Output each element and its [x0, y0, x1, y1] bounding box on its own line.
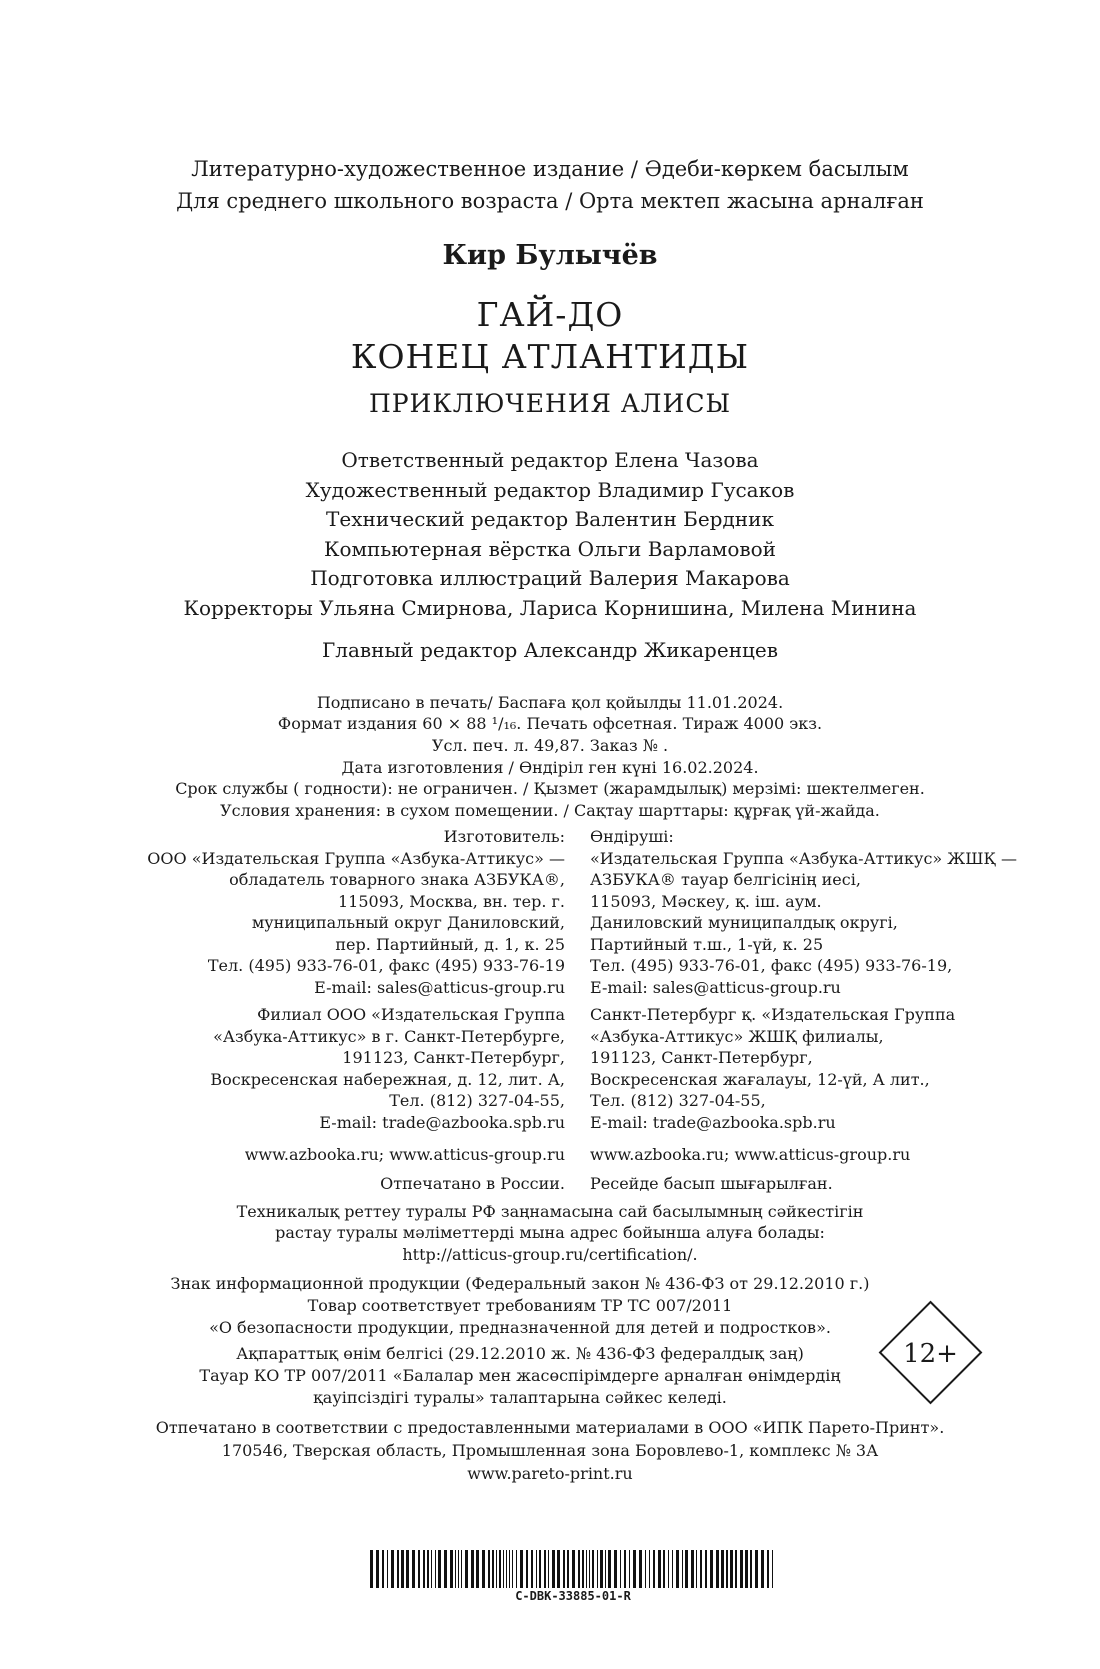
barcode-bar	[586, 1550, 587, 1588]
barcode-bar	[406, 1550, 409, 1588]
manufacturer-kz-line: Даниловский муниципалдық округі,	[590, 913, 898, 932]
barcode-bar	[663, 1550, 665, 1588]
printed-in-kz: Ресейде басып шығарылған.	[590, 1174, 833, 1193]
manufacturer-ru-line: E-mail: sales@atticus-group.ru	[314, 977, 565, 997]
staff-line: Компьютерная вёрстка Ольги Варламовой	[323, 537, 777, 561]
info-mark-line: Тауар КО ТР 007/2011 «Балалар мен жасөспірімдерге арналған өнімдердің	[199, 1366, 841, 1385]
barcode-bar	[427, 1550, 429, 1588]
barcode-bar	[740, 1550, 743, 1588]
barcode-bar	[639, 1550, 642, 1588]
barcode-bar	[539, 1550, 541, 1588]
info-mark-line: «О безопасности продукции, предназначенной для детей и подростков».	[209, 1318, 831, 1337]
manufacturer-kz-line: E-mail: sales@atticus-group.ru	[590, 977, 841, 997]
barcode	[368, 1550, 778, 1588]
print-info-line: Срок службы ( годности): не ограничен. / Қызмет (жарамдылық) мерзімі: шектелмеген.	[175, 779, 925, 798]
barcode-bar	[476, 1550, 479, 1588]
certification-line: Техникалық реттеу туралы РФ заңнамасына сай басылымның сәйкестігін	[236, 1202, 864, 1221]
age-group: Для среднего школьного возраста / Орта мектеп жасына арналған	[176, 189, 924, 213]
manufacturer-kz-line: Тел. (495) 933-76-01, факс (495) 933-76-19,	[590, 956, 953, 975]
manufacturer-ru-line: Тел. (495) 933-76-01, факс (495) 933-76-19	[207, 956, 565, 975]
barcode-bar	[705, 1550, 707, 1588]
barcode-bar	[391, 1550, 394, 1588]
manufacturer-kz-line: АЗБУКА® тауар белгісінің иесі,	[590, 870, 861, 889]
age-rating-badge	[878, 1300, 983, 1405]
branch-kz-line: E-mail: trade@azbooka.spb.ru	[590, 1112, 836, 1132]
barcode-bar	[557, 1550, 560, 1588]
barcode-bar	[397, 1550, 399, 1588]
barcode-bar	[572, 1550, 575, 1588]
barcode-bar	[516, 1550, 517, 1588]
barcode-bar	[492, 1550, 494, 1588]
barcode-bar	[672, 1550, 673, 1588]
manufacturer-ru-line: пер. Партийный, д. 1, к. 25	[335, 934, 565, 954]
barcode-bar	[387, 1550, 388, 1588]
barcode-bar	[608, 1550, 611, 1588]
certification-line: http://atticus-group.ru/certification/.	[402, 1245, 698, 1264]
barcode-bar	[471, 1550, 474, 1588]
barcode-bar	[605, 1550, 606, 1588]
barcode-bar	[423, 1550, 425, 1588]
barcode-bar	[461, 1550, 462, 1588]
barcode-bar	[578, 1550, 580, 1588]
barcode-bar	[444, 1550, 447, 1588]
printer-line: www.pareto-print.ru	[467, 1464, 633, 1483]
barcode-bar	[721, 1550, 724, 1588]
barcode-bar	[772, 1550, 773, 1588]
barcode-bar	[761, 1550, 764, 1588]
barcode-bar	[552, 1550, 555, 1588]
info-mark-line: Знак информационной продукции (Федеральный закон № 436-ФЗ от 29.12.2010 г.)	[170, 1274, 870, 1293]
websites-kz: www.azbooka.ru; www.atticus-group.ru	[590, 1145, 911, 1164]
barcode-bar	[696, 1550, 697, 1588]
barcode-bar	[435, 1550, 436, 1588]
barcode-bar	[526, 1550, 528, 1588]
barcode-bar	[548, 1550, 549, 1588]
barcode-bar	[620, 1550, 621, 1588]
print-info-line: Формат издания 60 × 88 ¹/₁₆. Печать офсетная. Тираж 4000 экз.	[277, 714, 823, 733]
barcode-bar	[750, 1550, 752, 1588]
barcode-bar	[649, 1550, 650, 1588]
websites-ru: www.azbooka.ru; www.atticus-group.ru	[244, 1145, 565, 1164]
barcode-bar	[536, 1550, 537, 1588]
barcode-bar	[633, 1550, 636, 1588]
barcode-bar	[438, 1550, 441, 1588]
barcode-bar	[465, 1550, 468, 1588]
barcode-bar	[691, 1550, 694, 1588]
publication-type: Литературно-художественное издание / Әдеби-көркем басылым	[191, 157, 909, 181]
barcode-bar	[544, 1550, 546, 1588]
manufacturer-ru-line: муниципальный округ Даниловский,	[251, 913, 565, 932]
branch-ru-line: Тел. (812) 327-04-55,	[389, 1091, 565, 1110]
branch-ru-line: Филиал ООО «Издательская Группа	[257, 1005, 565, 1024]
barcode-bar	[401, 1550, 404, 1588]
manufacturer-kz-line: «Издательская Группа «Азбука-Аттикус» ЖШҚ —	[590, 848, 1017, 868]
barcode-bar	[455, 1550, 456, 1588]
barcode-bar	[450, 1550, 453, 1588]
staff-line: Корректоры Ульяна Смирнова, Лариса Корнишина, Милена Минина	[183, 596, 917, 620]
printed-in-ru: Отпечатано в России.	[380, 1174, 565, 1193]
barcode-bar	[614, 1550, 617, 1588]
barcode-bar	[658, 1550, 661, 1588]
certification-line: растау туралы мәліметтерді мына адрес бойынша алуға болады:	[275, 1223, 825, 1242]
barcode-bar	[745, 1550, 748, 1588]
barcode-bar	[592, 1550, 594, 1588]
info-mark-line: Товар соответствует требованиям ТР ТС 007/2011	[307, 1296, 733, 1315]
branch-ru-line: «Азбука-Аттикус» в г. Санкт-Петербурге,	[213, 1026, 565, 1046]
barcode-bar	[597, 1550, 598, 1588]
print-info-line: Подписано в печать/ Баспаға қол қойылды 11.01.2024.	[316, 693, 784, 712]
barcode-bar	[676, 1550, 679, 1588]
info-mark-line: қауіпсіздігі туралы» талаптарына сәйкес келеді.	[313, 1388, 727, 1407]
barcode-bar	[685, 1550, 688, 1588]
barcode-bar	[710, 1550, 713, 1588]
barcode-bar	[730, 1550, 733, 1588]
branch-ru	[210, 1004, 565, 1133]
barcode-bar	[506, 1550, 507, 1588]
branch-kz-line: 191123, Санкт-Петербург,	[590, 1048, 813, 1067]
manufacturer-ru-line: ООО «Издательская Группа «Азбука-Аттикус» —	[147, 848, 565, 868]
chief-editor: Главный редактор Александр Жикаренцев	[322, 638, 778, 662]
barcode-bar	[735, 1550, 737, 1588]
title-1: ГАЙ-ДО	[476, 295, 624, 334]
staff-line: Подготовка иллюстраций Валерия Макарова	[310, 566, 790, 590]
barcode-bar	[767, 1550, 769, 1588]
age-rating-text: 12+	[903, 1339, 958, 1369]
title-2: КОНЕЦ АТЛАНТИДЫ	[350, 337, 750, 376]
manufacturer-kz-line: 115093, Мәскеу, қ. іш. аум.	[590, 891, 822, 911]
manufacturer-ru-line: обладатель товарного знака АЗБУКА®,	[229, 870, 565, 889]
barcode-bar	[629, 1550, 630, 1588]
barcode-bar	[653, 1550, 655, 1588]
barcode-bar	[512, 1550, 513, 1588]
barcode-bar	[376, 1550, 379, 1588]
barcode-bar	[589, 1550, 590, 1588]
barcode-bar	[503, 1550, 504, 1588]
barcode-bar	[412, 1550, 415, 1588]
barcode-bar	[499, 1550, 501, 1588]
barcode-bar	[482, 1550, 485, 1588]
barcode-bar	[563, 1550, 565, 1588]
barcode-bar	[726, 1550, 728, 1588]
barcode-bar	[431, 1550, 432, 1588]
branch-kz-line: «Азбука-Аттикус» ЖШҚ филиалы,	[590, 1026, 884, 1046]
manufacturer-ru	[147, 826, 565, 998]
print-info-line: Дата изготовления / Өндіріл ген күні 16.02.2024.	[341, 758, 759, 777]
barcode-bar	[624, 1550, 626, 1588]
barcode-bar	[645, 1550, 646, 1588]
barcode-bar	[488, 1550, 490, 1588]
barcode-bar	[418, 1550, 420, 1588]
printer-line: Отпечатано в соответствии с предоставленными материалами в ООО «ИПК Парето-Принт».	[155, 1418, 945, 1437]
manufacturer-kz	[590, 826, 1017, 998]
manufacturer-ru-line: Изготовитель:	[443, 827, 565, 846]
branch-kz-line: Санкт-Петербург қ. «Издательская Группа	[590, 1005, 956, 1024]
barcode-bar	[509, 1550, 510, 1588]
branch-ru-line: 191123, Санкт-Петербург,	[342, 1048, 565, 1067]
print-info-line: Усл. печ. л. 49,87. Заказ № .	[431, 736, 669, 755]
barcode-bar	[458, 1550, 459, 1588]
author-name: Кир Булычёв	[442, 240, 658, 271]
barcode-bar	[370, 1550, 373, 1588]
barcode-bar	[531, 1550, 533, 1588]
barcode-bar	[716, 1550, 719, 1588]
series-subtitle: ПРИКЛЮЧЕНИЯ АЛИСЫ	[368, 389, 732, 418]
manufacturer-kz-line: Өндіруші:	[590, 827, 674, 846]
barcode-bar	[382, 1550, 384, 1588]
barcode-bar	[682, 1550, 683, 1588]
branch-kz	[590, 1004, 955, 1133]
barcode-bar	[755, 1550, 758, 1588]
manufacturer-kz-line: Партийный т.ш., 1-үй, к. 25	[590, 934, 824, 954]
barcode-bar	[520, 1550, 523, 1588]
barcode-bar	[496, 1550, 497, 1588]
print-info-line: Условия хранения: в сухом помещении. / Сақтау шарттары: құрғақ үй-жайда.	[220, 801, 880, 820]
branch-kz-line: Тел. (812) 327-04-55,	[590, 1091, 766, 1110]
staff-line: Художественный редактор Владимир Гусаков	[305, 478, 795, 502]
barcode-text: C-DBK-33885-01-R	[515, 1589, 631, 1603]
manufacturer-ru-line: 115093, Москва, вн. тер. г.	[338, 891, 565, 911]
barcode-bar	[567, 1550, 569, 1588]
branch-ru-line: Воскресенская набережная, д. 12, лит. А,	[210, 1069, 565, 1089]
printer-line: 170546, Тверская область, Промышленная зона Боровлево-1, комплекс № 3А	[221, 1441, 879, 1460]
staff-line: Ответственный редактор Елена Чазова	[341, 448, 759, 472]
barcode-bar	[700, 1550, 702, 1588]
branch-kz-line: Воскресенская жағалауы, 12-үй, А лит.,	[590, 1069, 930, 1089]
barcode-bar	[600, 1550, 603, 1588]
info-mark-line: Ақпараттық өнім белгісі (29.12.2010 ж. № 436-ФЗ федералдық заң)	[236, 1344, 804, 1363]
barcode-bar	[668, 1550, 669, 1588]
staff-line: Технический редактор Валентин Бердник	[326, 507, 774, 531]
branch-ru-line: E-mail: trade@azbooka.spb.ru	[319, 1112, 565, 1132]
barcode-bar	[582, 1550, 584, 1588]
